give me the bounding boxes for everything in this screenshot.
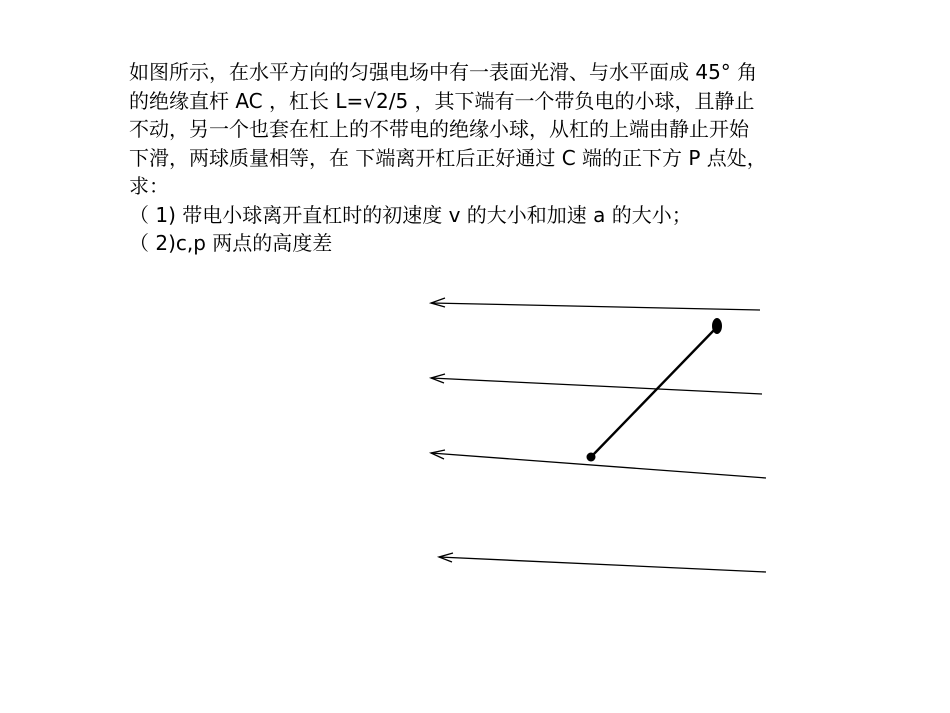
electric-field-lines <box>431 298 766 572</box>
field-line-2 <box>431 374 762 394</box>
question-1: （ 1) 带电小球离开直杠时的初速度 v 的大小和加速 a 的大小； <box>129 202 692 227</box>
problem-stem-line-3: 不动，另一个也套在杠上的不带电的绝缘小球，从杠的上端由静止开始 <box>129 117 749 141</box>
problem-stem-line-5: 求： <box>129 174 169 198</box>
problem-stem-line-2: 的绝缘直杆 AC ，杠长 L=√2/5 ，其下端有一个带负电的小球，且静止 <box>129 88 755 113</box>
problem-stem-line-4: 下滑，两球质量相等，在 下端离开杠后正好通过 C 端的正下方 P 点处， <box>129 145 767 170</box>
charged-ball <box>587 453 596 462</box>
insulating-rod <box>591 327 717 457</box>
field-line-1 <box>431 298 760 310</box>
field-line-4 <box>439 553 766 572</box>
uncharged-ball <box>712 318 722 334</box>
field-line-3 <box>431 450 766 478</box>
question-2: （ 2)c,p 两点的高度差 <box>129 231 333 255</box>
problem-stem-line-1: 如图所示，在水平方向的匀强电场中有一表面光滑、与水平面成 45° 角 <box>129 60 758 84</box>
